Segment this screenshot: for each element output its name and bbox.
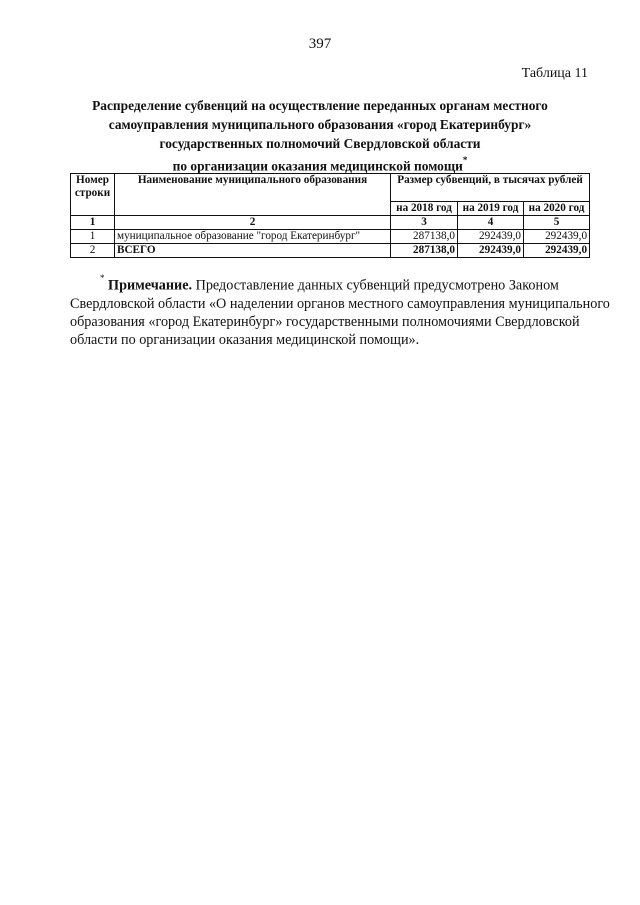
note-line-2: Свердловской области «О наделении органов местного самоуправления муниципального bbox=[70, 295, 610, 312]
header-year-2020: на 2020 год bbox=[524, 202, 590, 216]
note-line-3: образования «город Екатеринбург» государственными полномочиями Свердловской bbox=[70, 313, 580, 330]
header-year-2018: на 2018 год bbox=[391, 202, 458, 216]
document-title bbox=[60, 96, 580, 175]
column-numbers-row bbox=[71, 216, 590, 230]
title-line-4-text: по организации оказания медицинской помощи bbox=[172, 158, 463, 174]
row-value-2020: 292439,0 bbox=[524, 230, 590, 244]
col-number-3: 3 bbox=[391, 216, 458, 230]
header-year-2019: на 2019 год bbox=[458, 202, 524, 216]
title-footnote-mark: * bbox=[462, 155, 468, 165]
subvention-table bbox=[70, 173, 590, 258]
row-value-2018: 287138,0 bbox=[391, 230, 458, 244]
table-row-total bbox=[71, 244, 590, 258]
note-line-1-text: Предоставление данных субвенций предусмотрено Законом bbox=[195, 277, 559, 294]
table-header-row bbox=[71, 174, 590, 202]
header-name: Наименование муниципального образования bbox=[115, 174, 391, 216]
table-label: Таблица 11 bbox=[521, 66, 588, 81]
header-amount: Размер субвенций, в тысячах рублей bbox=[391, 174, 590, 202]
footnote-note bbox=[70, 272, 610, 349]
note-label: Примечание. bbox=[108, 277, 193, 294]
col-number-1: 1 bbox=[71, 216, 115, 230]
row-value-2020: 292439,0 bbox=[524, 244, 590, 258]
row-number: 1 bbox=[71, 230, 115, 244]
title-line-1: Распределение субвенций на осуществление переданных органам местного bbox=[92, 98, 548, 113]
note-footnote-mark: * bbox=[100, 273, 105, 283]
col-number-4: 4 bbox=[458, 216, 524, 230]
row-value-2019: 292439,0 bbox=[458, 230, 524, 244]
title-line-3: государственных полномочий Свердловской области bbox=[159, 136, 481, 151]
title-line-2: самоуправления муниципального образования «город Екатеринбург» bbox=[108, 117, 532, 132]
note-line-1 bbox=[70, 272, 580, 295]
header-row-number: Номер строки bbox=[71, 174, 115, 216]
note-line-4: области по организации оказания медицинской помощи». bbox=[70, 331, 420, 348]
row-value-2018: 287138,0 bbox=[391, 244, 458, 258]
row-value-2019: 292439,0 bbox=[458, 244, 524, 258]
row-name: ВСЕГО bbox=[115, 244, 391, 258]
row-number: 2 bbox=[71, 244, 115, 258]
table-row bbox=[71, 230, 590, 244]
row-name: муниципальное образование "город Екатеринбург" bbox=[115, 230, 391, 244]
page-number: 397 bbox=[308, 36, 332, 52]
col-number-5: 5 bbox=[524, 216, 590, 230]
col-number-2: 2 bbox=[115, 216, 391, 230]
